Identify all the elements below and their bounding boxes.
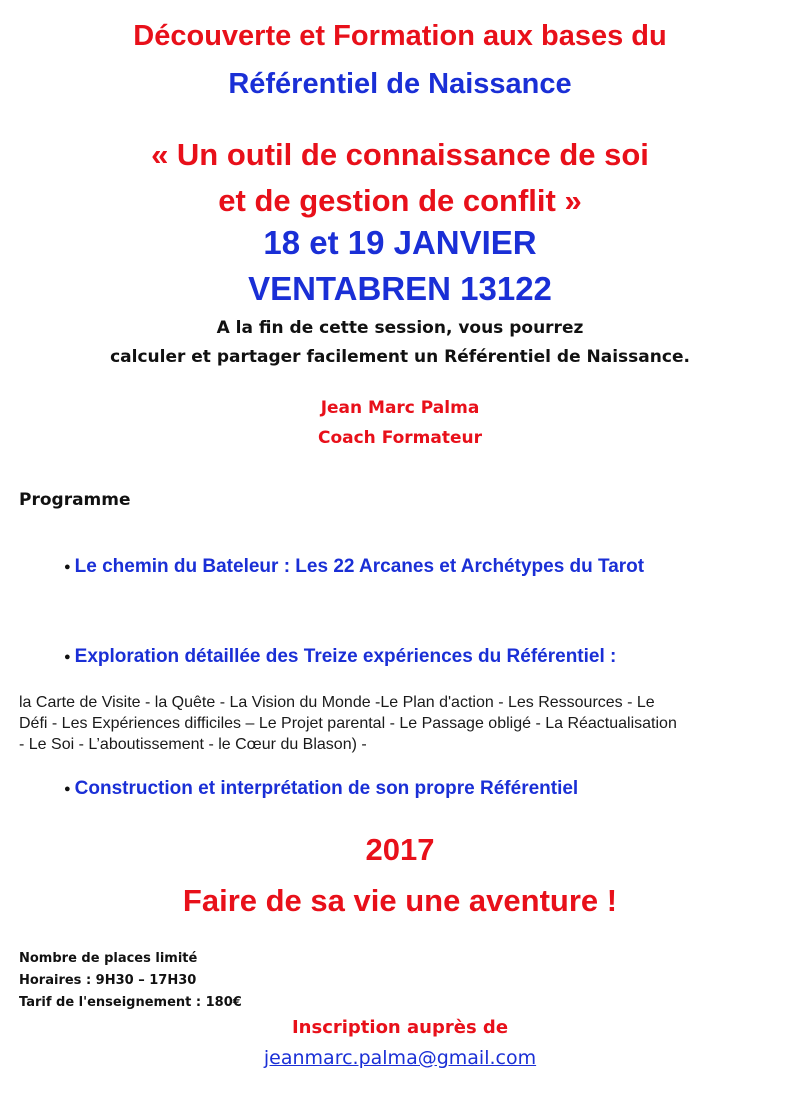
event-location: VENTABREN 13122 bbox=[248, 270, 552, 307]
bullet-icon: ● bbox=[64, 783, 71, 795]
title-line-1: Découverte et Formation aux bases du bbox=[133, 20, 667, 52]
intro-line-1: A la fin de cette session, vous pourrez bbox=[216, 318, 584, 338]
trainer-role: Coach Formateur bbox=[317, 428, 483, 448]
bullet-icon: ● bbox=[64, 651, 71, 663]
programme-item bbox=[64, 646, 616, 668]
experiences-line: Défi - Les Expériences difficiles – Le Projet parental - Le Passage obligé - La Réactualisation bbox=[19, 715, 677, 732]
bullet-icon: ● bbox=[64, 561, 71, 573]
programme-item bbox=[64, 778, 578, 800]
info-places: Nombre de places limité bbox=[19, 951, 198, 966]
email-row bbox=[0, 1047, 800, 1069]
programme-item-text: Exploration détaillée des Treize expériences du Référentiel : bbox=[74, 646, 617, 667]
info-hours: Horaires : 9H30 – 17H30 bbox=[19, 973, 197, 988]
programme-item-text: Le chemin du Bateleur : Les 22 Arcanes et Archétypes du Tarot bbox=[74, 556, 645, 577]
registration-label: Inscription auprès de bbox=[291, 1017, 509, 1038]
slogan: Faire de sa vie une aventure ! bbox=[182, 883, 618, 918]
trainer-name: Jean Marc Palma bbox=[320, 398, 480, 418]
title-line-2: Référentiel de Naissance bbox=[228, 68, 572, 100]
email-link[interactable]: jeanmarc.palma@gmail.com bbox=[263, 1047, 537, 1069]
programme-item-text: Construction et interprétation de son propre Référentiel bbox=[74, 778, 579, 799]
programme-heading: Programme bbox=[19, 490, 131, 510]
info-price: Tarif de l'enseignement : 180€ bbox=[19, 995, 242, 1010]
programme-item bbox=[64, 556, 644, 578]
experiences-list bbox=[19, 692, 779, 755]
event-dates: 18 et 19 JANVIER bbox=[263, 224, 537, 261]
quote-line-1: « Un outil de connaissance de soi bbox=[151, 137, 649, 172]
experiences-line: - Le Soi - L’aboutissement - le Cœur du Blason) - bbox=[19, 736, 367, 753]
intro-line-2: calculer et partager facilement un Référentiel de Naissance. bbox=[110, 347, 690, 367]
quote-line-2: et de gestion de conflit » bbox=[218, 183, 582, 218]
event-year: 2017 bbox=[365, 832, 435, 867]
experiences-line: la Carte de Visite - la Quête - La Vision du Monde -Le Plan d'action - Les Ressources - Le bbox=[19, 694, 655, 711]
